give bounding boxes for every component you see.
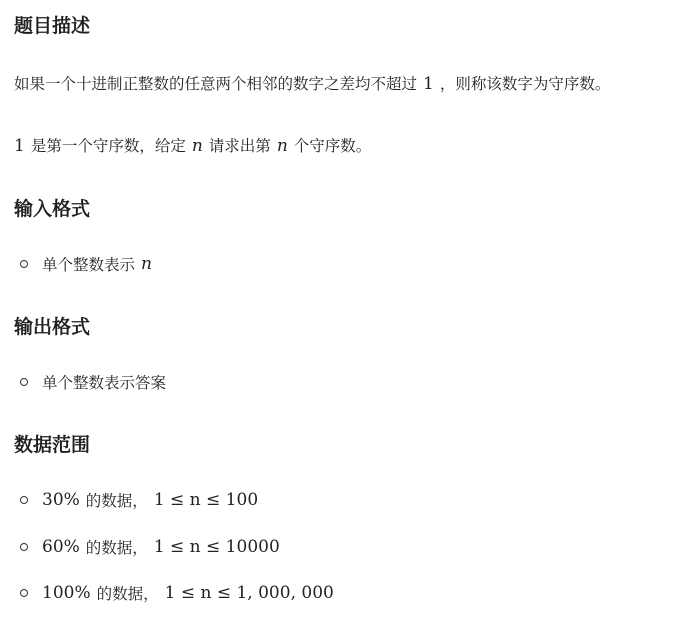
bullet-icon bbox=[20, 260, 28, 268]
para1-text-b: ，则称该数字为守序数。 bbox=[439, 75, 611, 93]
input-format-item bbox=[20, 253, 152, 275]
para1-text-a: 如果一个十进制正整数的任意两个相邻的数字之差均不超过 bbox=[14, 75, 418, 93]
output-format-heading: 输出格式 bbox=[14, 316, 91, 338]
output-format-item bbox=[20, 371, 166, 393]
input-item-text: 单个整数表示 bbox=[42, 256, 136, 274]
output-item-text: 单个整数表示答案 bbox=[42, 374, 167, 392]
data-range-item bbox=[20, 536, 280, 558]
input-format-heading: 输入格式 bbox=[14, 198, 91, 220]
para2-text-a: 是第一个守序数，给定 bbox=[30, 137, 186, 155]
para2-text-c: 个守序数。 bbox=[293, 137, 372, 155]
para2-text-b: 请求出第 bbox=[208, 137, 271, 155]
range-constraint: 1 ≤ n ≤ 10000 bbox=[153, 537, 280, 557]
range-constraint: 1 ≤ n ≤ 100 bbox=[153, 490, 259, 510]
para2-math-n2: n bbox=[276, 136, 288, 156]
data-range-heading: 数据范围 bbox=[14, 434, 91, 456]
bullet-icon bbox=[20, 496, 28, 504]
data-range-item bbox=[20, 582, 334, 604]
range-text: 的数据， bbox=[85, 492, 148, 510]
range-percent: 30% bbox=[42, 490, 80, 510]
range-text: 的数据， bbox=[96, 585, 159, 603]
data-range-item bbox=[20, 489, 258, 511]
bullet-icon bbox=[20, 589, 28, 597]
input-item-math-n: n bbox=[141, 254, 152, 274]
para2-math-n: n bbox=[191, 136, 203, 156]
range-constraint: 1 ≤ n ≤ 1, 000, 000 bbox=[164, 583, 334, 603]
para2-math-1: 1 bbox=[14, 136, 25, 156]
description-heading: 题目描述 bbox=[14, 15, 91, 37]
bullet-icon bbox=[20, 378, 28, 386]
para1-math: 1 bbox=[423, 74, 434, 94]
bullet-icon bbox=[20, 543, 28, 551]
description-paragraph-1 bbox=[14, 72, 610, 94]
description-paragraph-2 bbox=[14, 134, 371, 156]
range-percent: 60% bbox=[42, 537, 80, 557]
range-text: 的数据， bbox=[85, 539, 148, 557]
range-percent: 100% bbox=[42, 583, 91, 603]
